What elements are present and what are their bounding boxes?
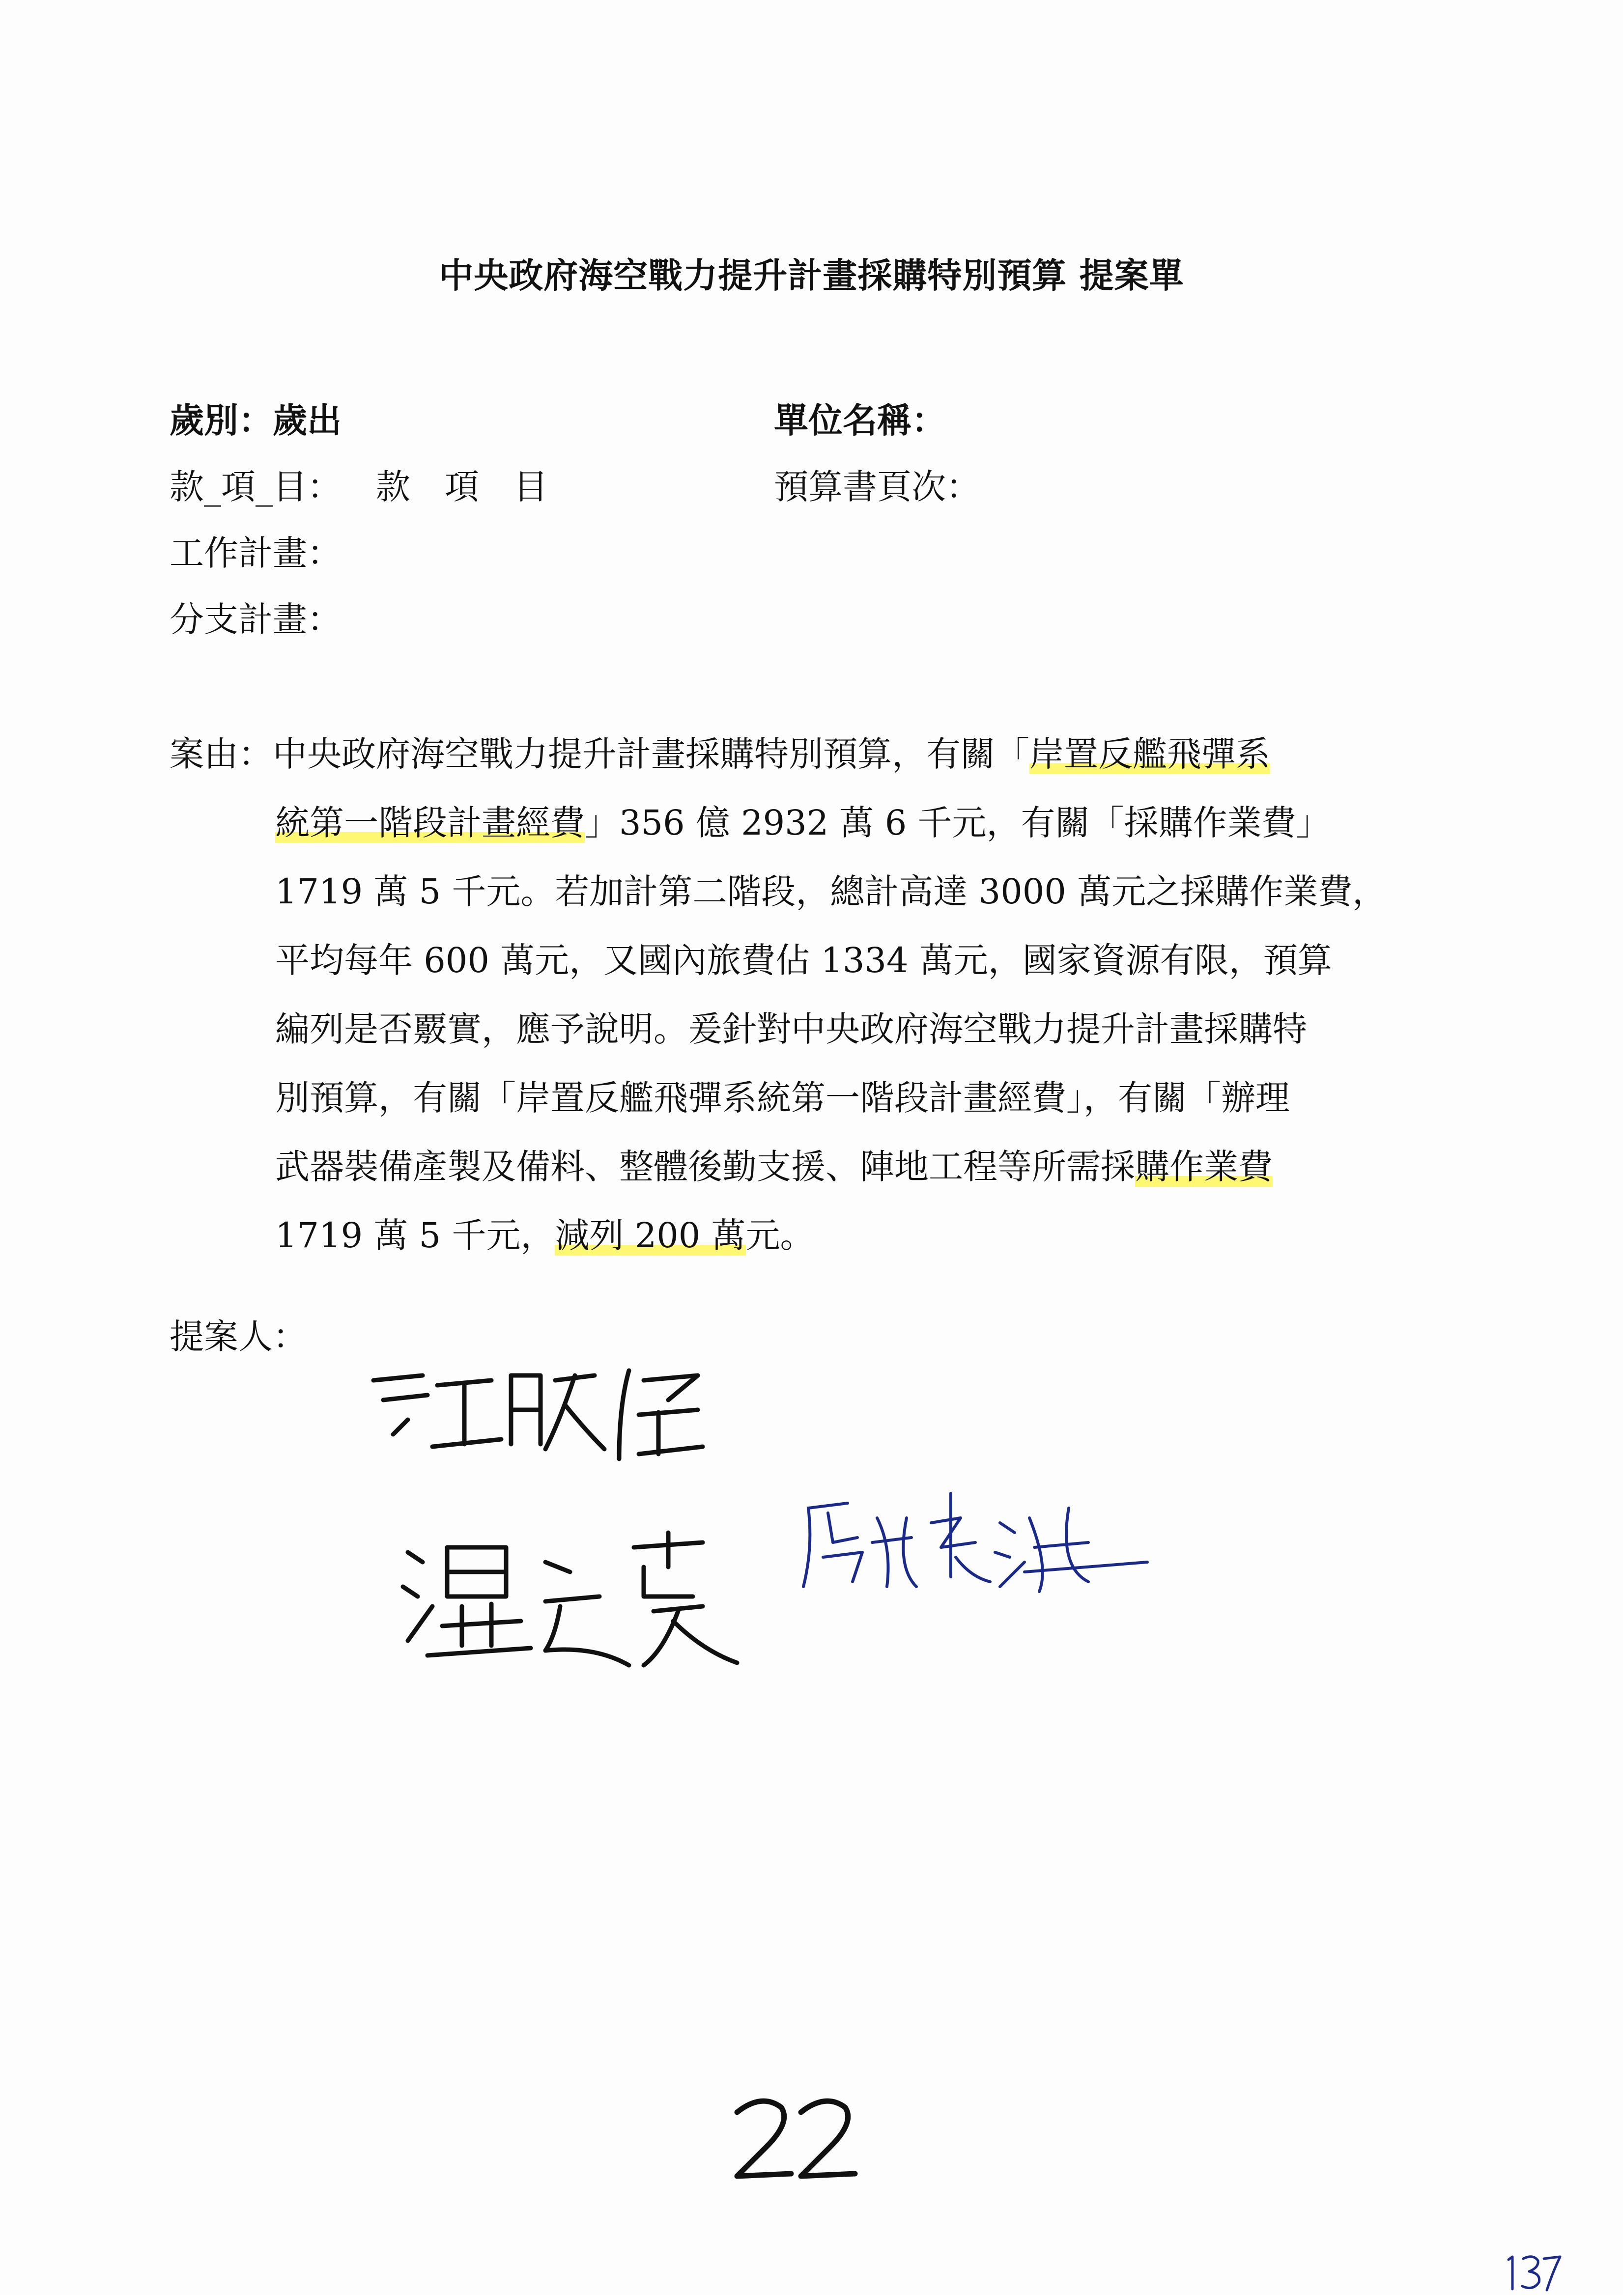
highlight-1: 岸置反艦飛彈系 (1029, 734, 1270, 774)
highlight-2: 統第一階段計畫經費 (275, 803, 585, 843)
document-title: 中央政府海空戰力提升計畫採購特別預算 提案單 (439, 255, 1184, 296)
work-plan-label: 工作計畫： (170, 533, 342, 573)
case-body (170, 720, 1447, 1270)
case-line-2: 統第一階段計畫經費」356 億 2932 萬 6 千元，有關「採購作業費」 (275, 803, 1331, 843)
proposer-label: 提案人： (170, 1316, 307, 1357)
case-line-6: 別預算，有關「岸置反艦飛彈系統第一階段計畫經費」，有關「辦理 (275, 1078, 1290, 1118)
signature-2 (398, 1523, 752, 1677)
page-label: 預算書頁次： (774, 467, 980, 507)
category-value: 歲出 (273, 400, 342, 441)
handwritten-page-number (727, 2088, 865, 2188)
signature-3 (794, 1479, 1157, 1608)
page-stamp-number (1504, 2250, 1563, 2296)
signature-1 (364, 1346, 708, 1476)
category-field (170, 393, 342, 443)
case-line-7: 武器裝備產製及備料、整體後勤支援、陣地工程等所需採購作業費 (275, 1147, 1273, 1187)
case-line-8: 1719 萬 5 千元，減列 200 萬元。 (275, 1215, 815, 1256)
highlight-4: 減列 200 萬 (555, 1215, 746, 1256)
item-value: 款項目 (376, 467, 582, 507)
case-line-5: 編列是否覈實，應予說明。爰針對中央政府海空戰力提升計畫採購特 (275, 1009, 1307, 1049)
case-line-3: 1719 萬 5 千元。若加計第二階段，總計高達 3000 萬元之採購作業費， (275, 871, 1387, 912)
item-label: 款_項_目： (170, 467, 342, 507)
case-label: 案由： (170, 734, 273, 774)
item-field (170, 459, 582, 509)
case-line-1: 案由：中央政府海空戰力提升計畫採購特別預算，有關「岸置反艦飛彈系 (170, 734, 1270, 774)
case-line-4: 平均每年 600 萬元，又國內旅費佔 1334 萬元，國家資源有限，預算 (275, 940, 1332, 980)
category-label: 歲別： (170, 400, 273, 441)
highlight-3: 購作業費 (1135, 1147, 1273, 1187)
branch-plan-label: 分支計畫： (170, 599, 342, 640)
unit-label: 單位名稱： (774, 400, 946, 441)
